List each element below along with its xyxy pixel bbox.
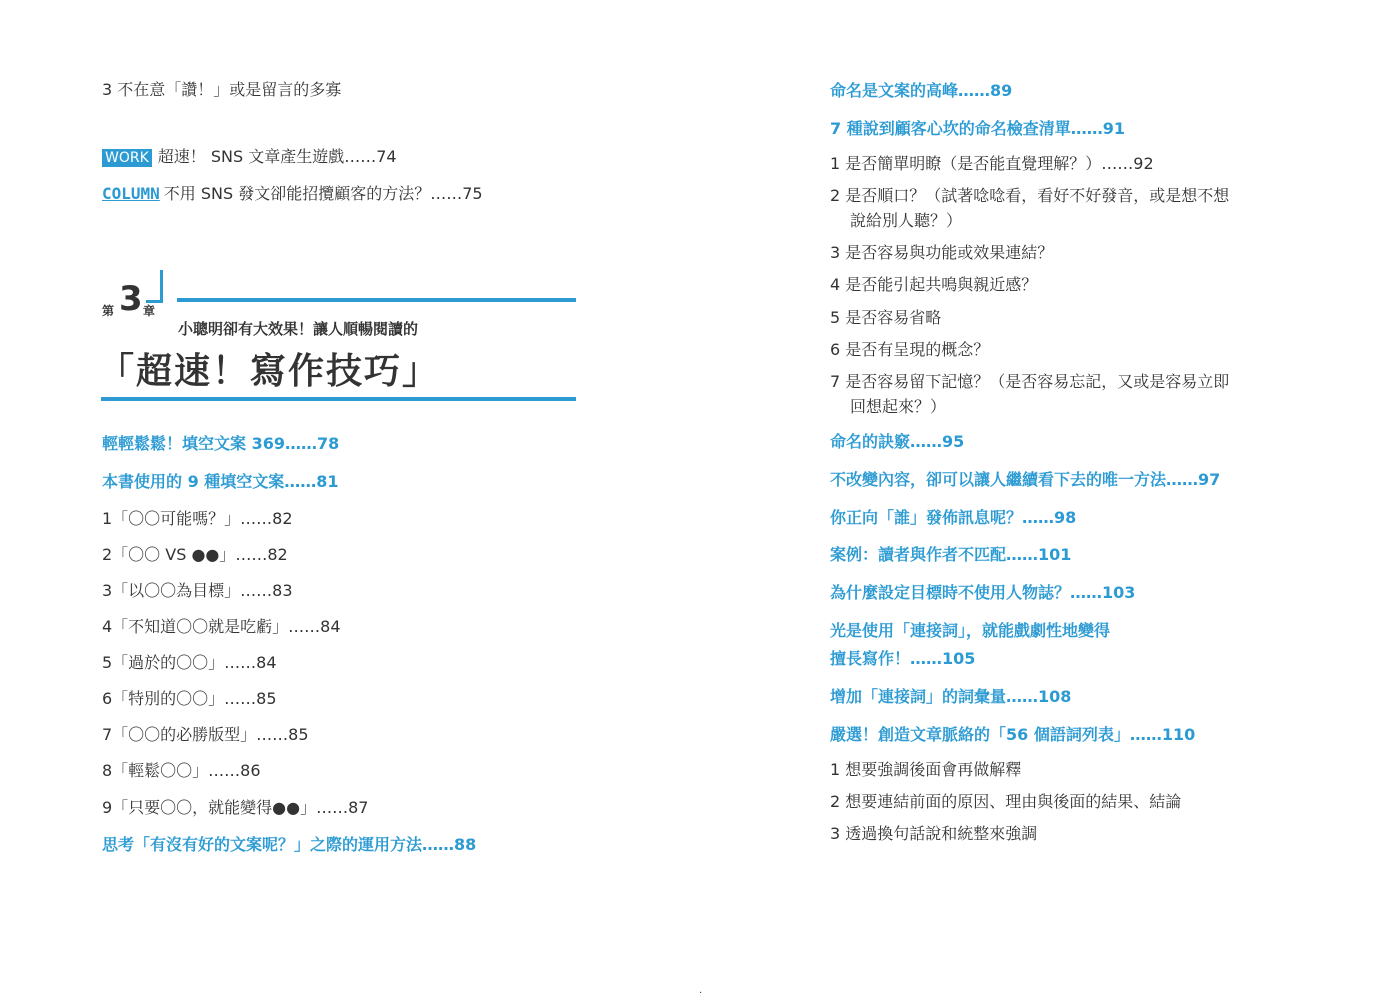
left-toc-entry[interactable]: 3「以〇〇為目標」……83 bbox=[102, 581, 293, 600]
right-toc-entry[interactable]: 光是使用「連接詞」，就能戲劇性地變得 bbox=[830, 621, 1111, 640]
right-toc-entry[interactable]: 6 是否有呈現的概念？ bbox=[830, 340, 990, 359]
left-toc-entry[interactable]: 1「〇〇可能嗎？」……82 bbox=[102, 509, 293, 528]
toc-work-entry[interactable] bbox=[102, 147, 397, 167]
chapter-title: 「超速！寫作技巧」 bbox=[98, 351, 441, 392]
left-toc-entry[interactable]: 本書使用的 9 種填空文案……81 bbox=[102, 472, 339, 491]
chapter-tick-foot bbox=[146, 300, 163, 303]
right-toc-entry[interactable]: 1 是否簡單明瞭（是否能直覺理解？）……92 bbox=[830, 154, 1154, 173]
chapter-subtitle: 小聰明卻有大效果！讓人順暢閱讀的 bbox=[178, 320, 419, 338]
column-text: 不用 SNS 發文卻能招攬顧客的方法？……75 bbox=[163, 184, 483, 203]
left-toc-entry[interactable]: 6「特別的〇〇」……85 bbox=[102, 689, 277, 708]
right-toc-entry[interactable]: 2 是否順口？（試著唸唸看，看好不好發音，或是想不想 bbox=[830, 186, 1230, 205]
right-toc-entry[interactable]: 3 透過換句話說和統整來強調 bbox=[830, 824, 1038, 843]
chapter-top-rule bbox=[177, 298, 576, 302]
left-toc-entry[interactable]: 7「〇〇的必勝版型」……85 bbox=[102, 725, 309, 744]
left-toc-entry[interactable]: 8「輕鬆〇〇」……86 bbox=[102, 761, 261, 780]
right-toc-entry[interactable]: 回想起來？） bbox=[850, 397, 947, 416]
right-toc-entry[interactable]: 7 是否容易留下記憶？（是否容易忘記，又或是容易立即 bbox=[830, 372, 1230, 391]
right-toc-entry[interactable]: 嚴選！創造文章脈絡的「56 個語詞列表」……110 bbox=[830, 725, 1196, 744]
right-toc-entry[interactable]: 4 是否能引起共鳴與親近感？ bbox=[830, 275, 1038, 294]
right-toc-entry[interactable]: 案例：讀者與作者不匹配……101 bbox=[830, 545, 1072, 564]
right-toc-entry[interactable]: 7 種說到顧客心坎的命名檢查清單……91 bbox=[830, 119, 1125, 138]
left-toc-entry[interactable]: 思考「有沒有好的文案呢？」之際的運用方法……88 bbox=[102, 835, 477, 854]
toc-item-top[interactable]: 3 不在意「讚！」或是留言的多寡 bbox=[102, 80, 342, 99]
chapter-number: 3 bbox=[119, 279, 143, 319]
left-toc-entry[interactable]: 2「〇〇 VS ●●」……82 bbox=[102, 545, 288, 564]
toc-column-entry[interactable] bbox=[102, 184, 483, 204]
left-toc-entry[interactable]: 5「過於的〇〇」……84 bbox=[102, 653, 277, 672]
right-toc-entry[interactable]: 不改變內容，卻可以讓人繼續看下去的唯一方法……97 bbox=[830, 470, 1221, 489]
page-mark: · bbox=[699, 988, 703, 999]
right-toc-entry[interactable]: 2 想要連結前面的原因、理由與後面的結果、結論 bbox=[830, 792, 1182, 811]
right-toc-entry[interactable]: 擅長寫作！……105 bbox=[830, 649, 976, 668]
column-tag: COLUMN bbox=[102, 184, 160, 203]
work-text: 超速！ SNS 文章產生遊戲……74 bbox=[157, 147, 397, 166]
chapter-suffix: 章 bbox=[143, 304, 156, 318]
chapter-prefix: 第 bbox=[102, 304, 115, 318]
chapter-tick bbox=[160, 270, 163, 302]
right-toc-entry[interactable]: 命名是文案的高峰……89 bbox=[830, 81, 1013, 100]
right-toc-entry[interactable]: 5 是否容易省略 bbox=[830, 308, 942, 327]
left-toc-entry[interactable]: 4「不知道〇〇就是吃虧」……84 bbox=[102, 617, 341, 636]
work-tag: WORK bbox=[102, 149, 152, 167]
right-toc-entry[interactable]: 說給別人聽？） bbox=[850, 211, 963, 230]
right-toc-entry[interactable]: 為什麼設定目標時不使用人物誌？……103 bbox=[830, 583, 1136, 602]
left-toc-entry[interactable]: 輕輕鬆鬆！填空文案 369……78 bbox=[102, 434, 340, 453]
chapter-bottom-rule bbox=[101, 397, 576, 401]
right-toc-entry[interactable]: 1 想要強調後面會再做解釋 bbox=[830, 760, 1022, 779]
right-toc-entry[interactable]: 你正向「誰」發佈訊息呢？……98 bbox=[830, 508, 1077, 527]
right-toc-entry[interactable]: 命名的訣竅……95 bbox=[830, 432, 965, 451]
right-toc-entry[interactable]: 增加「連接詞」的詞彙量……108 bbox=[830, 687, 1072, 706]
left-toc-entry[interactable]: 9「只要〇〇，就能變得●●」……87 bbox=[102, 798, 369, 817]
right-toc-entry[interactable]: 3 是否容易與功能或效果連結？ bbox=[830, 243, 1054, 262]
